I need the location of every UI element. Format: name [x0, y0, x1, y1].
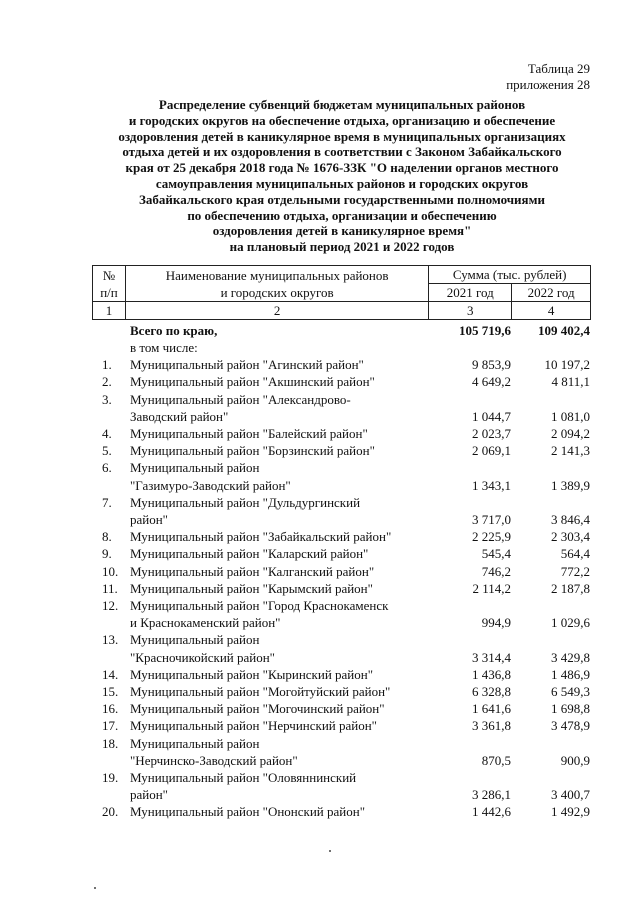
row-number: 5.: [102, 443, 112, 459]
district-name-line: Муниципальный район "Могойтуйский район": [130, 684, 391, 700]
title-line: оздоровления детей в каникулярное время в муниципальных организациях: [118, 128, 566, 144]
row-number: 9.: [102, 546, 112, 562]
column-number-4: 4: [512, 302, 591, 320]
amount-2022: 1 389,9: [551, 477, 590, 493]
amount-2021: 1 641,6: [472, 701, 511, 717]
district-name: [124, 545, 430, 562]
amount-2022: 564,4: [560, 546, 590, 562]
amount-2022: 1 486,9: [551, 666, 590, 682]
district-name-line: Муниципальный район: [130, 632, 260, 648]
amount-2022: 2 094,2: [551, 426, 590, 442]
district-name-line: Муниципальный район "Агинский район": [130, 357, 364, 373]
amount-2022: 4 811,1: [551, 374, 590, 390]
title-line: самоуправления муниципальных районов и городских округов: [155, 175, 529, 191]
table-row: [92, 563, 592, 580]
amount-2022: 10 197,2: [544, 357, 590, 373]
district-name-line: Муниципальный район "Карымский район": [130, 580, 373, 596]
row-number: 1.: [102, 357, 112, 373]
row-number: 11.: [102, 580, 118, 596]
scan-speck: [329, 850, 331, 852]
table-row: [92, 459, 592, 493]
column-number-3: 3: [429, 302, 512, 320]
amount-2021: 3 361,8: [472, 718, 511, 734]
total-label: Всего по краю,: [130, 323, 218, 338]
amount-2021: 3 286,1: [472, 787, 511, 803]
row-number: 8.: [102, 529, 112, 545]
header-sum-cell: Сумма (тыс. рублей): [429, 266, 591, 284]
table-row: [92, 545, 592, 562]
amount-2022: 1 698,8: [551, 701, 590, 717]
title-line: Распределение субвенций бюджетам муниципальных районов: [158, 97, 526, 112]
table-row: [92, 494, 592, 528]
row-number: 3.: [102, 391, 112, 407]
header-year-2021: 2021 год: [429, 284, 512, 302]
table-body: [92, 322, 592, 821]
district-name-line: Муниципальный район: [130, 735, 260, 751]
appendix-label: приложения 28: [506, 77, 590, 92]
title-line: на плановый период 2021 и 2022 годов: [229, 239, 455, 255]
district-name: [124, 442, 430, 459]
district-name-line: район": [130, 787, 168, 803]
district-name-line: Муниципальный район "Оловяннинский: [130, 770, 357, 786]
amount-2022: 3 400,7: [551, 787, 590, 803]
title-line: и городских округов на обеспечение отдыха, организацию и обеспечение: [128, 112, 556, 128]
header-number-line2: п/п: [100, 284, 118, 300]
district-name: [124, 631, 430, 665]
column-number-2: 2: [125, 302, 428, 320]
amount-2021: 994,9: [481, 615, 511, 631]
amount-2021: 1 343,1: [472, 477, 511, 493]
district-name: [124, 683, 430, 700]
amount-2021: 4 649,2: [472, 374, 511, 390]
district-name: [124, 700, 430, 717]
district-name: [124, 803, 430, 820]
amount-2022: 6 549,3: [551, 684, 590, 700]
amount-2022: 2 303,4: [551, 529, 590, 545]
amount-2021: 870,5: [481, 752, 511, 768]
amount-2021: 2 069,1: [472, 443, 511, 459]
row-number: 17.: [102, 718, 119, 734]
table-row: [92, 666, 592, 683]
total-row: [92, 322, 592, 339]
amount-2022: 2 141,3: [551, 443, 590, 459]
district-name-line: Муниципальный район "Балейский район": [130, 426, 368, 442]
district-name: [124, 494, 430, 528]
amount-2022: 1 029,6: [551, 615, 590, 631]
table-header: [92, 265, 591, 320]
table-row: [92, 700, 592, 717]
district-name-line: Муниципальный район "Дульдургинский: [130, 494, 361, 510]
row-number: 20.: [102, 804, 119, 820]
title-line: Забайкальского края отдельными государственными полномочиями: [139, 191, 545, 207]
row-number: 6.: [102, 460, 112, 476]
header-number-line1: №: [102, 267, 116, 283]
district-name-line: Муниципальный район "Нерчинский район": [130, 718, 377, 734]
district-name-line: район": [130, 512, 168, 528]
district-name: [124, 666, 430, 683]
row-number: 15.: [102, 684, 119, 700]
table-row: [92, 597, 592, 631]
table-row: [92, 580, 592, 597]
district-name-line: Муниципальный район "Александрово-: [130, 391, 351, 407]
amount-2021: 2 114,2: [472, 580, 511, 596]
amount-2022: 3 429,8: [551, 649, 590, 665]
amount-2021: 2 225,9: [472, 529, 511, 545]
row-number: 16.: [102, 701, 119, 717]
amount-2022: 900,9: [560, 752, 590, 768]
district-name: [124, 717, 430, 734]
title-line: по обеспечению отдыха, организации и обеспечению: [187, 207, 497, 223]
amount-2021: 2 023,7: [472, 426, 511, 442]
amount-2021: 9 853,9: [472, 357, 511, 373]
subtotal-note-row: [92, 339, 592, 356]
district-name-line: "Нерчинско-Заводский район": [130, 752, 298, 768]
district-name: [124, 597, 430, 631]
amount-2022: 1 081,0: [551, 408, 590, 424]
amount-2021: 545,4: [481, 546, 511, 562]
district-name-line: "Красночикойский район": [130, 649, 275, 665]
title-line: оздоровления детей в каникулярное время": [212, 223, 472, 239]
amount-2021: 1 436,8: [472, 666, 511, 682]
district-name-line: Муниципальный район "Калганский район": [130, 563, 375, 579]
district-name: [124, 769, 430, 803]
amount-2021: 1 044,7: [472, 408, 511, 424]
document-title: [92, 97, 592, 255]
row-number: 14.: [102, 666, 119, 682]
amount-2022: 2 187,8: [551, 580, 590, 596]
total-2021: 105 719,6: [459, 323, 511, 338]
amount-2022: 772,2: [560, 563, 590, 579]
row-number: 7.: [102, 494, 112, 510]
title-line: края от 25 декабря 2018 года № 1676-ЗЗК "О наделении органов местного: [125, 160, 559, 176]
district-name-line: Муниципальный район "Могочинский район": [130, 701, 385, 717]
table-row: [92, 769, 592, 803]
district-name: [124, 373, 430, 390]
table-row: [92, 528, 592, 545]
district-name-line: Муниципальный район "Забайкальский район": [130, 529, 392, 545]
district-name: [124, 459, 430, 493]
amount-2021: 6 328,8: [472, 684, 511, 700]
row-number: 12.: [102, 598, 119, 614]
district-name: [124, 580, 430, 597]
district-name-line: Заводский район": [130, 408, 229, 424]
total-2022: 109 402,4: [538, 323, 590, 338]
header-name-line2: и городских округов: [220, 284, 334, 300]
table-row: [92, 442, 592, 459]
district-name: [124, 563, 430, 580]
row-number: 10.: [102, 563, 119, 579]
row-number: 19.: [102, 770, 119, 786]
amount-2022: 1 492,9: [551, 804, 590, 820]
table-row: [92, 683, 592, 700]
table-row: [92, 391, 592, 425]
district-name: [124, 735, 430, 769]
district-name-line: Муниципальный район "Кыринский район": [130, 666, 374, 682]
header-name-cell: [125, 266, 428, 302]
table-row: [92, 803, 592, 820]
district-name: [124, 356, 430, 373]
district-name: [124, 425, 430, 442]
district-name-line: Муниципальный район "Каларский район": [130, 546, 369, 562]
table-row: [92, 631, 592, 665]
title-line: отдыха детей и их оздоровления в соответствии с Законом Забайкальского: [122, 144, 562, 160]
amount-2021: 1 442,6: [472, 804, 511, 820]
district-name-line: Муниципальный район "Борзинский район": [130, 443, 375, 459]
district-name-line: Муниципальный район: [130, 460, 260, 476]
header-name-line1: Наименование муниципальных районов: [165, 267, 389, 283]
table-row: [92, 717, 592, 734]
district-name-line: Муниципальный район "Город Краснокаменск: [130, 598, 389, 614]
header-year-2022: 2022 год: [512, 284, 591, 302]
amount-2021: 746,2: [481, 563, 511, 579]
table-number-label: Таблица 29: [527, 61, 590, 76]
row-number: 2.: [102, 374, 112, 390]
row-number: 18.: [102, 735, 119, 751]
row-number: 4.: [102, 426, 112, 442]
table-reference: [506, 61, 590, 93]
scan-speck: [94, 887, 96, 889]
table-row: [92, 735, 592, 769]
district-name-line: Муниципальный район "Ононский район": [130, 804, 366, 820]
amount-2021: 3 314,4: [472, 649, 511, 665]
district-name-line: Муниципальный район "Акшинский район": [130, 374, 375, 390]
amount-2022: 3 846,4: [551, 512, 590, 528]
table-row: [92, 356, 592, 373]
district-name: [124, 391, 430, 425]
header-number-cell: [93, 266, 126, 302]
district-name: [124, 528, 430, 545]
district-name-line: и Краснокаменский район": [130, 615, 281, 631]
including-label: в том числе:: [130, 340, 198, 356]
district-name-line: "Газимуро-Заводский район": [130, 477, 291, 493]
table-row: [92, 373, 592, 390]
amount-2021: 3 717,0: [472, 512, 511, 528]
amount-2022: 3 478,9: [551, 718, 590, 734]
row-number: 13.: [102, 632, 119, 648]
table-row: [92, 425, 592, 442]
column-number-1: 1: [93, 302, 126, 320]
